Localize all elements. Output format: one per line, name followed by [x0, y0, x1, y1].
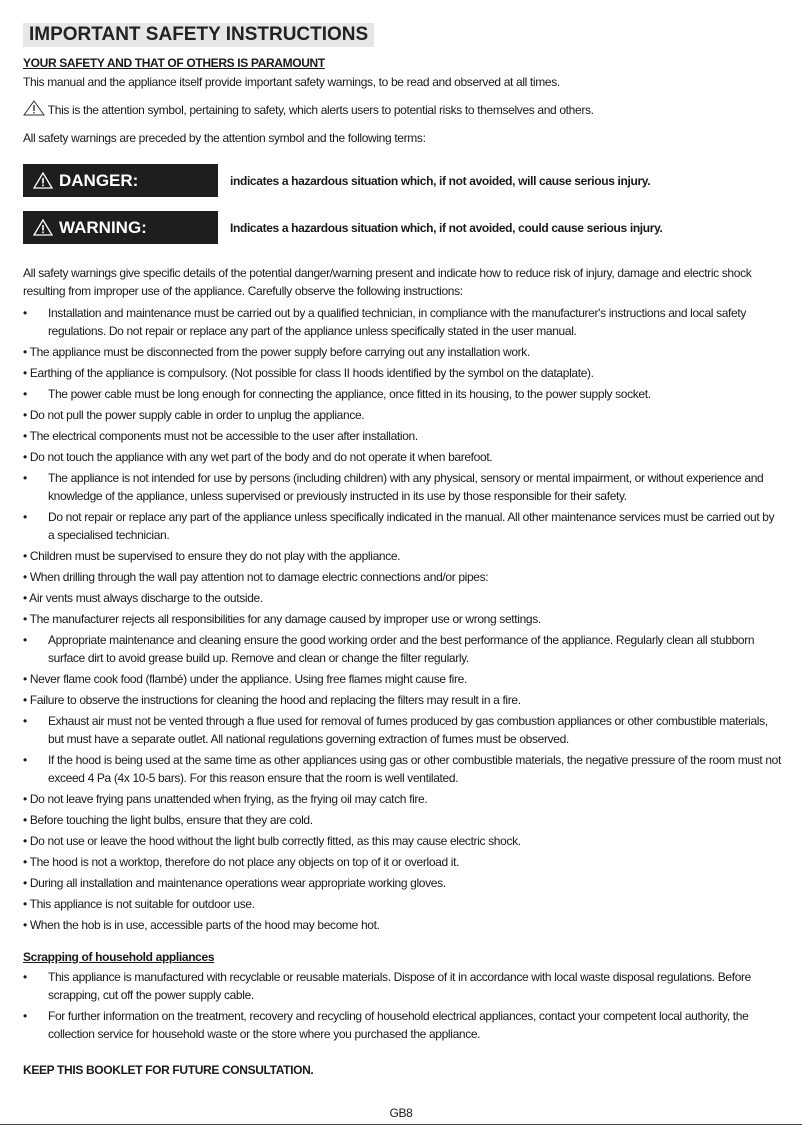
- safety-list: [23, 304, 783, 934]
- list-item: • This appliance is not suitable for outdoor use.: [23, 897, 255, 911]
- warning-term: [23, 211, 783, 244]
- scrapping-list: [23, 968, 783, 1043]
- danger-label: DANGER:: [59, 170, 139, 190]
- list-item: • The electrical components must not be accessible to the user after installation.: [23, 429, 418, 443]
- scrapping-title: Scrapping of household appliances: [23, 950, 215, 964]
- list-item: • The appliance must be disconnected from the power supply before carrying out any installation work.: [23, 345, 530, 359]
- list-item: • When drilling through the wall pay attention not to damage electric connections and/or pipes:: [23, 570, 489, 584]
- page-title: IMPORTANT SAFETY INSTRUCTIONS: [23, 23, 374, 47]
- attention-line: [23, 100, 783, 118]
- danger-term: [23, 164, 783, 197]
- details-text: All safety warnings give specific details of the potential danger/warning present and indicate how to reduce risk of injury, damage and electric shock resulting from improper use of the appliance. Carefully observe the following instructions:: [23, 266, 752, 298]
- warning-triangle-icon: [33, 219, 53, 236]
- warning-triangle-icon: [23, 100, 45, 116]
- list-item: • Do not touch the appliance with any wet part of the body and do not operate it when barefoot.: [23, 450, 493, 464]
- list-item: • If the hood is being used at the same time as other appliances using gas or other combustible materials, the negative pressure of the room must not exceed 4 Pa (4x 10-5 bars). For this reason ensure that the room is well ventilated.: [23, 751, 783, 787]
- list-item: • Never flame cook food (flambé) under the appliance. Using free flames might cause fire.: [23, 672, 467, 686]
- list-item: • Failure to observe the instructions for cleaning the hood and replacing the filters may result in a fire.: [23, 693, 521, 707]
- warning-label-box: [23, 211, 218, 244]
- list-item: • Do not leave frying pans unattended when frying, as the frying oil may catch fire.: [23, 792, 428, 806]
- list-item: • The appliance is not intended for use by persons (including children) with any physical, sensory or mental impairment, or without experience and knowledge of the appliance, unless supervised or previously instructed in its use by those responsible for their safety.: [23, 469, 783, 505]
- list-item: • Do not pull the power supply cable in order to unplug the appliance.: [23, 408, 365, 422]
- intro-text: This manual and the appliance itself provide important safety warnings, to be read and observed at all times.: [23, 75, 560, 89]
- list-item: • Do not repair or replace any part of the appliance unless specifically indicated in the manual. All other maintenance services must be carried out by a specialised technician.: [23, 508, 783, 544]
- page-number: GB8: [389, 1106, 413, 1120]
- list-item: • Do not use or leave the hood without the light bulb correctly fitted, as this may cause electric shock.: [23, 834, 521, 848]
- content: [23, 56, 783, 1077]
- list-item: • Children must be supervised to ensure they do not play with the appliance.: [23, 549, 401, 563]
- preceded-text: All safety warnings are preceded by the attention symbol and the following terms:: [23, 131, 426, 145]
- attention-text: This is the attention symbol, pertaining to safety, which alerts users to potential risks to themselves and others.: [47, 103, 594, 117]
- list-item: • Before touching the light bulbs, ensure that they are cold.: [23, 813, 313, 827]
- danger-description: indicates a hazardous situation which, if not avoided, will cause serious injury.: [230, 173, 651, 188]
- list-item: • Installation and maintenance must be carried out by a qualified technician, in compliance with the manufacturer's instructions and local safety regulations. Do not repair or replace any part of the appliance unless specifically stated in the user manual.: [23, 304, 783, 340]
- list-item: • When the hob is in use, accessible parts of the hood may become hot.: [23, 918, 380, 932]
- list-item: • During all installation and maintenance operations wear appropriate working gloves.: [23, 876, 446, 890]
- list-item: • Exhaust air must not be vented through a flue used for removal of fumes produced by gas combustion appliances or other combustible materials, but must have a separate outlet. All national regulations governing extraction of fumes must be observed.: [23, 712, 783, 748]
- warning-triangle-icon: [33, 172, 53, 189]
- list-item: • The manufacturer rejects all responsibilities for any damage caused by improper use or wrong settings.: [23, 612, 541, 626]
- list-item: • Earthing of the appliance is compulsory. (Not possible for class II hoods identified by the symbol on the dataplate).: [23, 366, 594, 380]
- list-item: • Air vents must always discharge to the outside.: [23, 591, 263, 605]
- section-subtitle: YOUR SAFETY AND THAT OF OTHERS IS PARAMOUNT: [23, 56, 325, 70]
- danger-label-box: [23, 164, 218, 197]
- list-item: • This appliance is manufactured with recyclable or reusable materials. Dispose of it in accordance with local waste disposal regulations. Before scrapping, cut off the power supply cable.: [23, 968, 783, 1004]
- warning-label: WARNING:: [59, 217, 147, 237]
- list-item: • The power cable must be long enough for connecting the appliance, once fitted in its housing, to the power supply socket.: [23, 385, 783, 403]
- warning-description: Indicates a hazardous situation which, if not avoided, could cause serious injury.: [230, 220, 663, 235]
- keep-booklet-note: KEEP THIS BOOKLET FOR FUTURE CONSULTATION.: [23, 1063, 314, 1077]
- list-item: • The hood is not a worktop, therefore do not place any objects on top of it or overload it.: [23, 855, 460, 869]
- list-item: • Appropriate maintenance and cleaning ensure the good working order and the best performance of the appliance. Regularly clean all stubborn surface dirt to avoid grease build up. Remove and clean or change the filter regularly.: [23, 631, 783, 667]
- list-item: • For further information on the treatment, recovery and recycling of household electrical appliances, contact your competent local authority, the collection service for household waste or the store where you purchased the appliance.: [23, 1007, 783, 1043]
- footer-divider: [0, 1124, 802, 1125]
